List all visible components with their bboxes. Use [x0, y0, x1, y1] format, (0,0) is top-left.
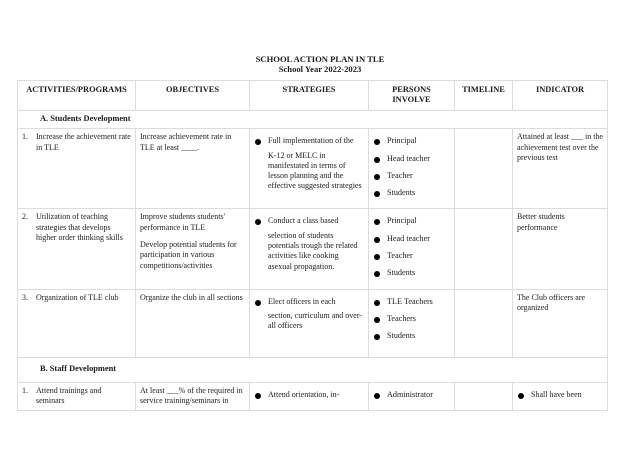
activity-cell — [18, 209, 136, 289]
strategy-item — [254, 136, 364, 191]
indicator-cell: Attained at least ___ in the achievement test over the previous test — [513, 129, 608, 209]
strategy-lead: Full implementation of the — [268, 136, 354, 146]
table-row — [18, 382, 608, 410]
objective-text: Improve students students' performance in TLE — [140, 212, 225, 232]
header-objectives: OBJECTIVES — [136, 81, 250, 111]
strategy-continuation: K-12 or MELC in manifestated in terms of lesson planning and the effective suggested strategies — [268, 150, 362, 191]
objectives-cell — [136, 289, 250, 357]
header-persons-involve: PERSONS INVOLVE — [369, 81, 455, 111]
section-row-students-development — [18, 111, 608, 129]
strategies-cell — [250, 382, 369, 410]
person-item: Head teacher — [373, 154, 450, 164]
person-item: Head teacher — [373, 234, 450, 244]
timeline-cell — [455, 129, 513, 209]
strategy-continuation: selection of students potentials trough the related activities like cooking asexual propagation. — [268, 230, 358, 271]
person-item: Students — [373, 268, 450, 278]
table-row — [18, 289, 608, 357]
header-strategies: STRATEGIES — [250, 81, 369, 111]
person-item: TLE Teachers — [373, 297, 450, 307]
objectives-cell — [136, 129, 250, 209]
activity-cell — [18, 129, 136, 209]
person-item: Students — [373, 188, 450, 198]
section-label: B. Staff Development — [18, 357, 608, 382]
header-activities: ACTIVITIES/PROGRAMS — [18, 81, 136, 111]
person-item: Students — [373, 331, 450, 341]
strategy-item — [254, 297, 364, 332]
objective-text: Increase achievement rate in TLE at least ____. — [140, 132, 232, 152]
objective-text: Develop potential students for participation in various competitions/activities — [140, 240, 237, 270]
row-number: 1. — [22, 385, 28, 395]
indicator-cell: Better students performance — [513, 209, 608, 289]
strategy-item: Attend orientation, in- — [254, 390, 364, 400]
section-row-staff-development — [18, 357, 608, 382]
objective-text: Organize the club in all sections — [140, 292, 243, 302]
timeline-cell — [455, 382, 513, 410]
strategies-cell — [250, 289, 369, 357]
timeline-cell — [455, 209, 513, 289]
row-number: 2. — [22, 212, 28, 222]
table-row — [18, 209, 608, 289]
objectives-cell — [136, 382, 250, 410]
activity-cell — [18, 382, 136, 410]
persons-cell — [369, 129, 455, 209]
strategy-item — [254, 216, 364, 271]
header-timeline: TIMELINE — [455, 81, 513, 111]
activity-cell — [18, 289, 136, 357]
persons-cell — [369, 382, 455, 410]
document-title: SCHOOL ACTION PLAN IN TLE — [255, 54, 385, 64]
timeline-cell — [455, 289, 513, 357]
table-row — [18, 129, 608, 209]
action-plan-table — [17, 80, 608, 411]
strategies-cell — [250, 209, 369, 289]
activity-text: Increase the achievement rate in TLE — [36, 132, 131, 152]
header-indicator: INDICATOR — [513, 81, 608, 111]
person-item: Teacher — [373, 171, 450, 181]
person-item: Administrator — [373, 390, 450, 400]
person-item: Principal — [373, 136, 450, 146]
document-title-block — [0, 54, 640, 74]
activity-text: Attend trainings and seminars — [36, 385, 102, 406]
document-subtitle: School Year 2022-2023 — [278, 64, 362, 74]
strategies-cell — [250, 129, 369, 209]
person-item: Principal — [373, 216, 450, 226]
person-item: Teachers — [373, 314, 450, 324]
strategy-continuation: section, curriculum and over-all officers — [268, 310, 363, 331]
indicator-cell: The Club officers are organized — [513, 289, 608, 357]
row-number: 3. — [22, 292, 28, 302]
persons-cell — [369, 289, 455, 357]
strategy-lead: Elect officers in each — [268, 296, 336, 306]
strategy-lead: Conduct a class based — [268, 216, 339, 226]
activity-text: Utilization of teaching strategies that develops higher order thinking skills — [36, 212, 123, 243]
persons-cell — [369, 209, 455, 289]
indicator-cell — [513, 382, 608, 410]
header-row — [18, 81, 608, 111]
activity-text: Organization of TLE club — [36, 292, 119, 302]
row-number: 1. — [22, 132, 28, 142]
indicator-item: Shall have been — [517, 390, 603, 400]
section-label: A. Students Development — [18, 111, 608, 129]
objectives-cell — [136, 209, 250, 289]
objective-text: At least ___% of the required in service training/seminars in — [140, 385, 243, 406]
person-item: Teacher — [373, 251, 450, 261]
